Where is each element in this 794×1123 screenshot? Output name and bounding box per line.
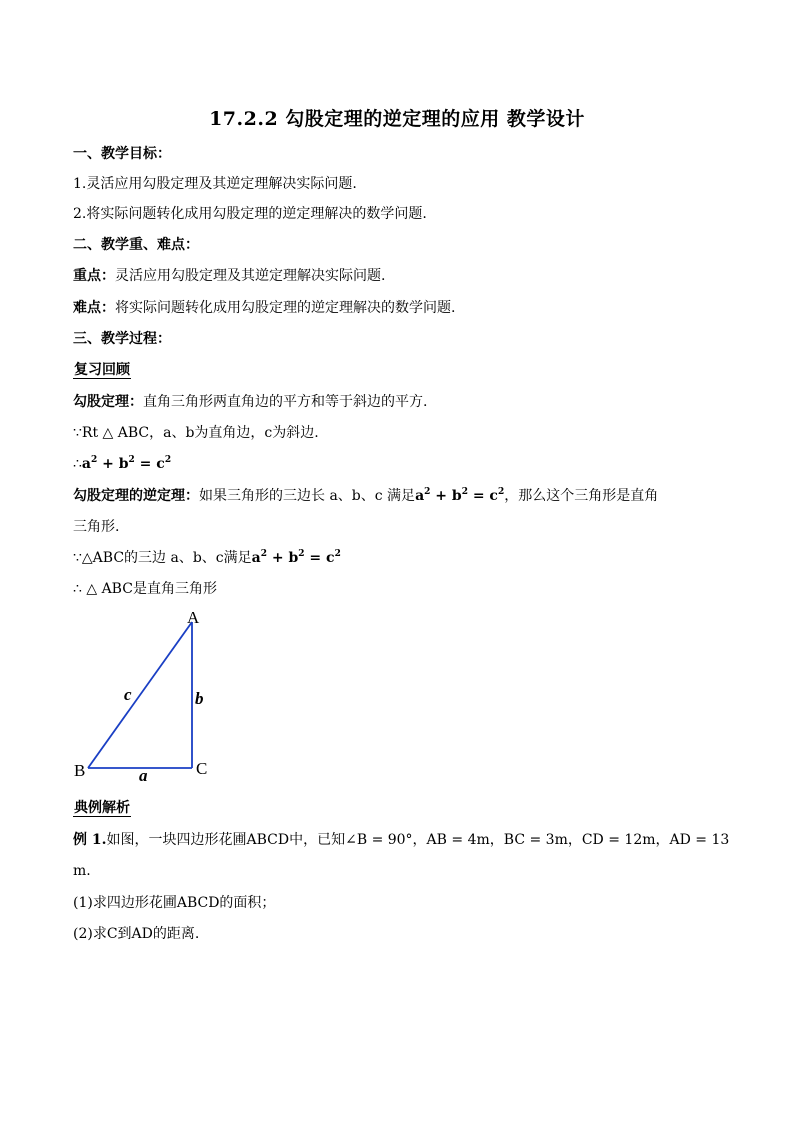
question-1: (1)求四边形花圃ABCD的面积；	[73, 895, 276, 911]
converse-text-3: 三角形.	[73, 519, 120, 535]
question-2: (2)求C到AD的距离.	[73, 926, 200, 942]
side-b-label: b	[195, 689, 204, 708]
example-label-line	[73, 798, 131, 818]
objective-2: 2.将实际问题转化成用勾股定理的逆定理解决的数学问题.	[73, 206, 427, 222]
key-point	[73, 266, 385, 286]
example-text: 如图，一块四边形花圃ABCD中，已知∠B = 90°，AB = 4m，BC = 3m，CD = 12m，AD = 13	[106, 832, 730, 848]
section-2-heading: 二、教学重、难点：	[73, 237, 199, 253]
converse-text-1: 如果三角形的三边长 a、b、c 满足	[199, 488, 416, 504]
difficult-point-text: 将实际问题转化成用勾股定理的逆定理解决的数学问题.	[115, 300, 456, 316]
review-label: 复习回顾	[74, 362, 130, 378]
example-label: 典例解析	[74, 800, 130, 816]
converse-text-2: ，那么这个三角形是直角	[504, 488, 659, 504]
hypotenuse-ab	[88, 622, 192, 768]
side-a-label: a	[139, 766, 148, 785]
since-2-text: ∵△ABC的三边 a、b、c满足	[73, 550, 252, 566]
vertex-c-label: C	[196, 759, 208, 778]
theorem-text: 直角三角形两直角边的平方和等于斜边的平方.	[143, 394, 428, 410]
therefore-line-1	[73, 454, 171, 474]
converse-theorem	[73, 486, 658, 506]
key-point-text: 灵活应用勾股定理及其逆定理解决实际问题.	[115, 268, 386, 284]
vertex-b-label: B	[74, 761, 86, 780]
theorem-label: 勾股定理：	[73, 394, 143, 410]
pythagorean-theorem	[73, 392, 427, 412]
therefore-line-2: ∴ △ ABC是直角三角形	[73, 581, 217, 597]
key-point-label: 重点：	[73, 268, 115, 284]
difficult-point-label: 难点：	[73, 300, 115, 316]
vertex-a-label: A	[187, 608, 200, 627]
document-title: 17.2.2 勾股定理的逆定理的应用 教学设计	[209, 108, 585, 130]
example-text-2: m.	[73, 863, 91, 879]
objective-1: 1.灵活应用勾股定理及其逆定理解决实际问题.	[73, 176, 357, 192]
side-c-label: c	[124, 685, 132, 704]
therefore-symbol: ∴	[73, 456, 82, 472]
section-3-heading: 三、教学过程：	[73, 331, 171, 347]
right-triangle-figure	[70, 606, 230, 786]
since-line-1: ∵Rt △ ABC，a、b为直角边，c为斜边.	[73, 425, 319, 441]
formula-2: $a^2 + b^2 = c^2$	[415, 487, 505, 504]
example-number: 例 1.	[73, 832, 107, 848]
formula-1: $a^2 + b^2 = c^2$	[81, 455, 172, 472]
difficult-point	[73, 298, 455, 318]
example-1	[73, 830, 729, 850]
converse-label: 勾股定理的逆定理：	[73, 488, 199, 504]
formula-3: $a^2 + b^2 = c^2$	[251, 549, 341, 566]
section-1-heading: 一、教学目标：	[73, 146, 171, 162]
review-label-line	[73, 360, 131, 380]
since-line-2	[73, 548, 341, 568]
